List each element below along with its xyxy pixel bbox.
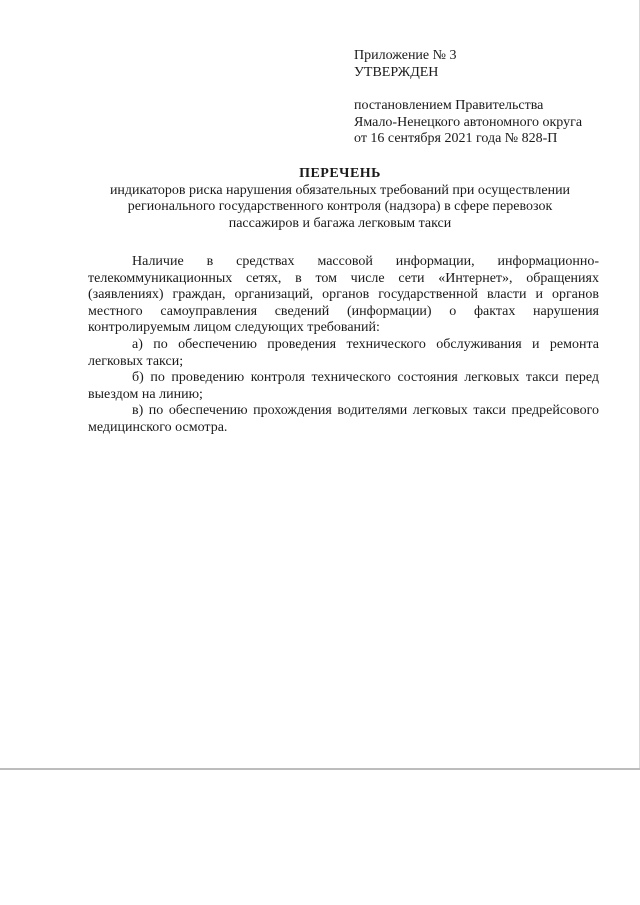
list-item-b: б) по проведению контроля технического состояния легковых такси перед выездом на линию; xyxy=(88,370,599,402)
document-subtitle-line-1: индикаторов риска нарушения обязательных требований при осуществлении xyxy=(109,182,571,198)
government-name: Ямало-Ненецкого автономного округа xyxy=(354,114,583,130)
list-item-a: а) по обеспечению проведения технического обслуживания и ремонта легковых такси; xyxy=(88,336,599,369)
intro-paragraph: Наличие в средствах массовой информации, информационно-телекоммуникационных сетях, в том числе сети «Интернет», обращениях (заявлениях) граждан, организаций, органов государственной власти и органов местного самоуправления сведений (информации) о фактах нарушения контролируемым лицом следующих требований: xyxy=(88,254,599,336)
document-title: ПЕРЕЧЕНЬ xyxy=(299,166,381,181)
resolution-label: постановлением Правительства xyxy=(354,98,544,113)
approved-label: УТВЕРЖДЕН xyxy=(354,64,439,80)
document-body xyxy=(88,254,599,437)
document-subtitle-line-2: регионального государственного контроля (надзора) в сфере перевозок xyxy=(127,199,553,214)
page-edge xyxy=(0,768,640,770)
list-item-c: в) по обеспечению прохождения водителями легковых такси предрейсового медицинского осмотра. xyxy=(88,403,599,435)
appendix-number: Приложение № 3 xyxy=(354,48,457,63)
document-subtitle-line-3: пассажиров и багажа легковым такси xyxy=(228,215,452,231)
approval-stamp xyxy=(354,48,624,148)
resolution-date: от 16 сентября 2021 года № 828-П xyxy=(354,131,558,146)
document-heading xyxy=(60,166,620,232)
spacer xyxy=(354,81,624,98)
